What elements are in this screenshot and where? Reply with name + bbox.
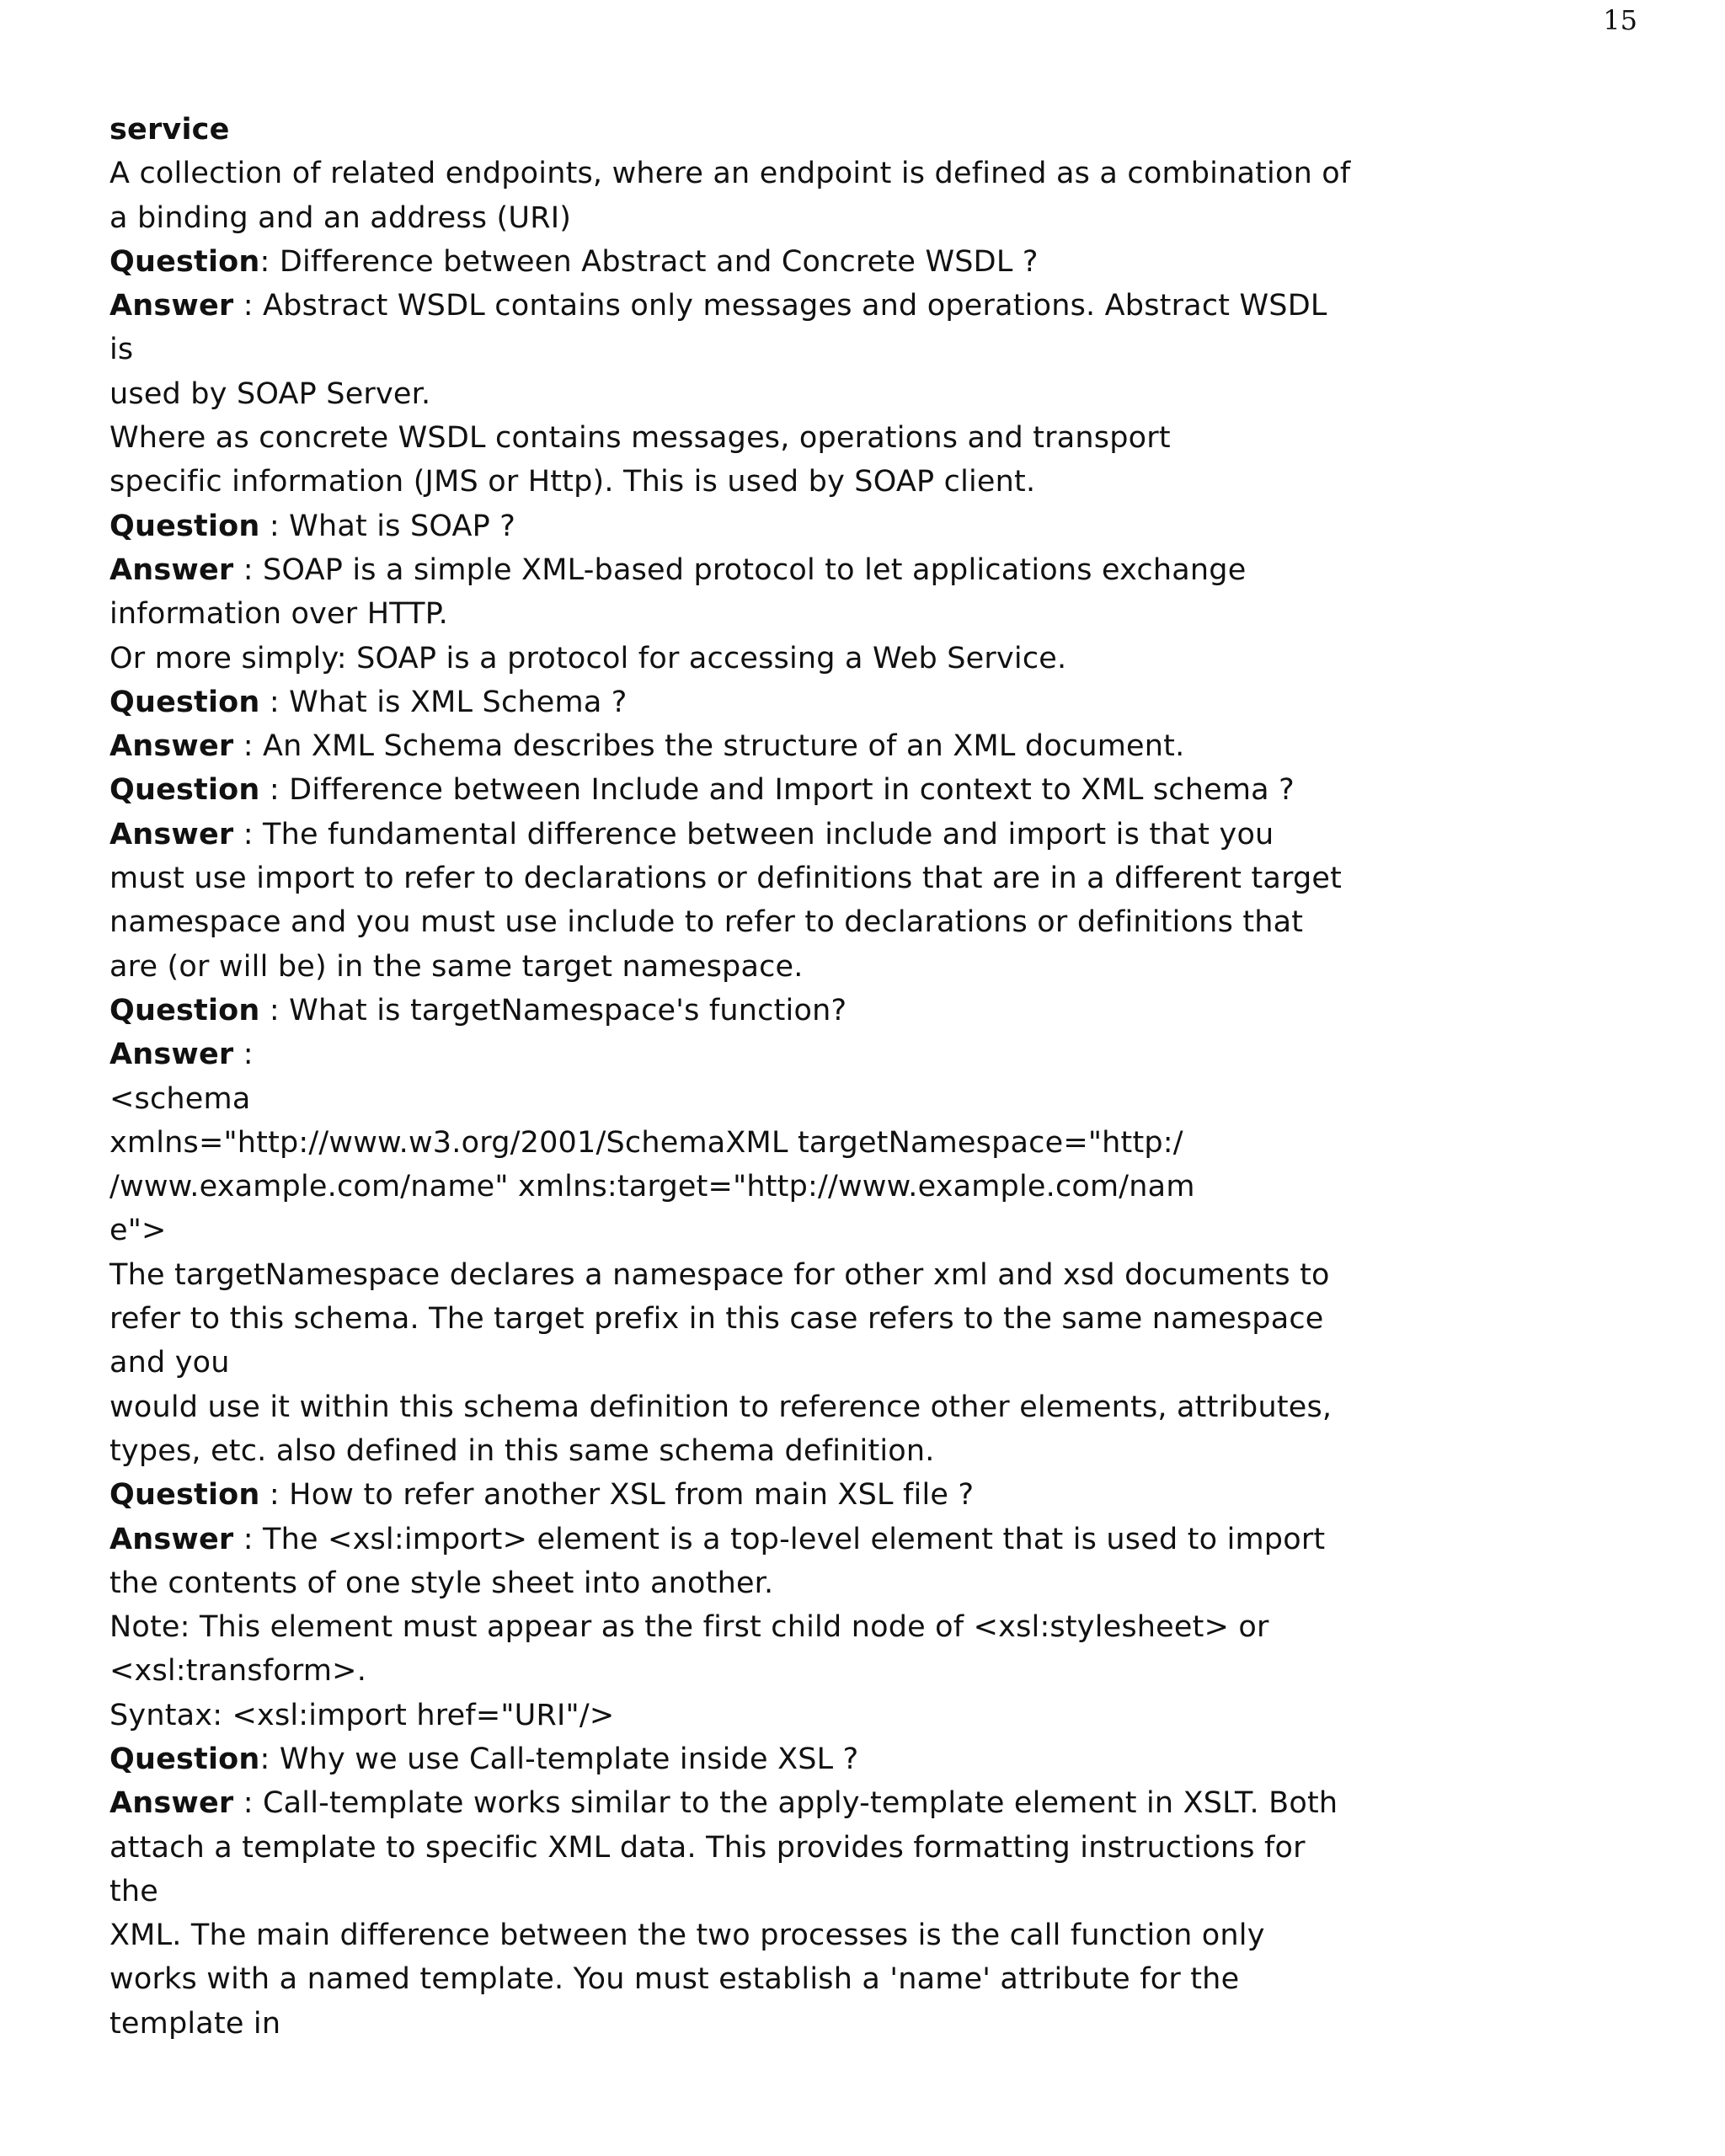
answer-label: Answer <box>109 552 234 587</box>
text-line <box>109 416 1423 460</box>
line-text: : <box>233 1038 254 1072</box>
text-line <box>109 1121 1423 1165</box>
text-line <box>109 548 1423 592</box>
line-text: : Call-template works similar to the apply-template element in XSLT. Both <box>233 1786 1338 1821</box>
line-text: A collection of related endpoints, where an endpoint is defined as a combination of <box>109 157 1351 191</box>
text-line <box>109 1033 1423 1076</box>
line-text: : What is SOAP ? <box>259 509 516 543</box>
line-text: attach a template to specific XML data. This provides formatting instructions for <box>109 1830 1306 1865</box>
text-line <box>109 1209 1423 1252</box>
line-text: : SOAP is a simple XML-based protocol to let applications exchange <box>233 552 1247 587</box>
text-line <box>109 1957 1423 2001</box>
answer-label: Answer <box>109 1038 234 1072</box>
question-label: Question <box>109 1742 260 1776</box>
text-line <box>109 592 1423 636</box>
answer-label: Answer <box>109 1522 234 1556</box>
line-text: Note: This element must appear as the first child node of <xsl:stylesheet> or <box>109 1610 1269 1645</box>
line-text: e"> <box>109 1214 167 1248</box>
line-text: xmlns="http://www.w3.org/2001/SchemaXML targetNamespace="http:/ <box>109 1125 1183 1160</box>
text-line <box>109 768 1423 812</box>
text-line <box>109 680 1423 724</box>
line-text: : Why we use Call-template inside XSL ? <box>259 1742 859 1776</box>
line-text: the contents of one style sheet into another. <box>109 1566 774 1600</box>
question-label: Question <box>109 509 260 543</box>
line-text: a binding and an address (URI) <box>109 200 572 235</box>
text-line <box>109 196 1423 240</box>
line-text: <xsl:transform>. <box>109 1654 367 1689</box>
text-line <box>109 813 1423 857</box>
line-text: namespace and you must use include to refer to declarations or definitions that <box>109 905 1304 940</box>
question-label: Question <box>109 773 260 808</box>
line-text: : An XML Schema describes the structure of an XML document. <box>233 729 1185 764</box>
line-text: : The <xsl:import> element is a top-level element that is used to import <box>233 1522 1326 1556</box>
question-label: Question <box>109 993 260 1027</box>
answer-label: Answer <box>109 817 234 851</box>
text-line <box>109 460 1423 504</box>
text-line <box>109 1341 1423 1385</box>
text-line <box>109 1870 1423 1913</box>
text-line <box>109 1473 1423 1517</box>
text-line <box>109 1694 1423 1737</box>
line-text: types, etc. also defined in this same schema definition. <box>109 1433 935 1468</box>
text-line <box>109 1429 1423 1473</box>
document-body <box>109 108 1423 2046</box>
line-text: : Difference between Include and Import in context to XML schema ? <box>259 773 1295 808</box>
line-text: The targetNamespace declares a namespace for other xml and xsd documents to <box>109 1257 1330 1292</box>
text-line <box>109 108 1423 152</box>
line-text: would use it within this schema definition to reference other elements, attributes, <box>109 1390 1332 1424</box>
question-label: Question <box>109 244 260 279</box>
line-text: : Difference between Abstract and Concrete WSDL ? <box>259 244 1039 279</box>
text-line <box>109 989 1423 1033</box>
answer-label: Answer <box>109 729 234 764</box>
line-text: works with a named template. You must establish a 'name' attribute for the <box>109 1962 1240 1997</box>
line-text: the <box>109 1874 159 1908</box>
line-text: : How to refer another XSL from main XSL file ? <box>259 1478 975 1513</box>
text-line <box>109 1561 1423 1605</box>
answer-label: Answer <box>109 1786 234 1821</box>
text-line <box>109 1913 1423 1957</box>
text-line <box>109 284 1423 328</box>
page-number: 15 <box>1603 4 1637 36</box>
text-line <box>109 1605 1423 1649</box>
line-text: are (or will be) in the same target namespace. <box>109 949 804 984</box>
text-line <box>109 2002 1423 2046</box>
text-line <box>109 900 1423 944</box>
text-line <box>109 857 1423 900</box>
line-text: and you <box>109 1346 230 1380</box>
line-text: must use import to refer to declarations or definitions that are in a different target <box>109 862 1343 896</box>
text-line <box>109 637 1423 680</box>
question-label: Question <box>109 1478 260 1513</box>
text-line <box>109 1077 1423 1121</box>
text-line <box>109 240 1423 284</box>
text-line <box>109 1297 1423 1341</box>
line-text: XML. The main difference between the two processes is the call function only <box>109 1919 1265 1953</box>
text-line <box>109 724 1423 768</box>
line-text: Syntax: <xsl:import href="URI"/> <box>109 1698 615 1732</box>
text-line <box>109 1737 1423 1781</box>
line-text: Or more simply: SOAP is a protocol for accessing a Web Service. <box>109 641 1067 675</box>
line-text: specific information (JMS or Http). This is used by SOAP client. <box>109 465 1036 499</box>
line-text: is <box>109 333 134 367</box>
line-text: used by SOAP Server. <box>109 376 431 411</box>
line-text: template in <box>109 2006 281 2041</box>
text-line <box>109 1385 1423 1429</box>
line-text: <schema <box>109 1081 251 1116</box>
text-line <box>109 372 1423 416</box>
text-line <box>109 1253 1423 1297</box>
text-line <box>109 1165 1423 1209</box>
line-text: Where as concrete WSDL contains messages, operations and transport <box>109 421 1171 456</box>
text-line <box>109 945 1423 989</box>
text-line <box>109 1826 1423 1870</box>
question-label: Question <box>109 685 260 719</box>
text-line <box>109 152 1423 195</box>
line-text: : Abstract WSDL contains only messages and operations. Abstract WSDL <box>233 289 1327 323</box>
line-text: : What is targetNamespace's function? <box>259 993 847 1027</box>
text-line <box>109 1781 1423 1825</box>
line-text: information over HTTP. <box>109 597 448 632</box>
text-line <box>109 328 1423 371</box>
line-text: : The fundamental difference between include and import is that you <box>233 817 1274 851</box>
text-line <box>109 504 1423 548</box>
line-text: refer to this schema. The target prefix in this case refers to the same namespace <box>109 1302 1324 1337</box>
answer-label: Answer <box>109 289 234 323</box>
text-line <box>109 1518 1423 1561</box>
line-text: : What is XML Schema ? <box>259 685 628 719</box>
text-line <box>109 1649 1423 1693</box>
line-text: /www.example.com/name" xmlns:target="http://www.example.com/nam <box>109 1170 1195 1204</box>
term-heading: service <box>109 113 230 147</box>
